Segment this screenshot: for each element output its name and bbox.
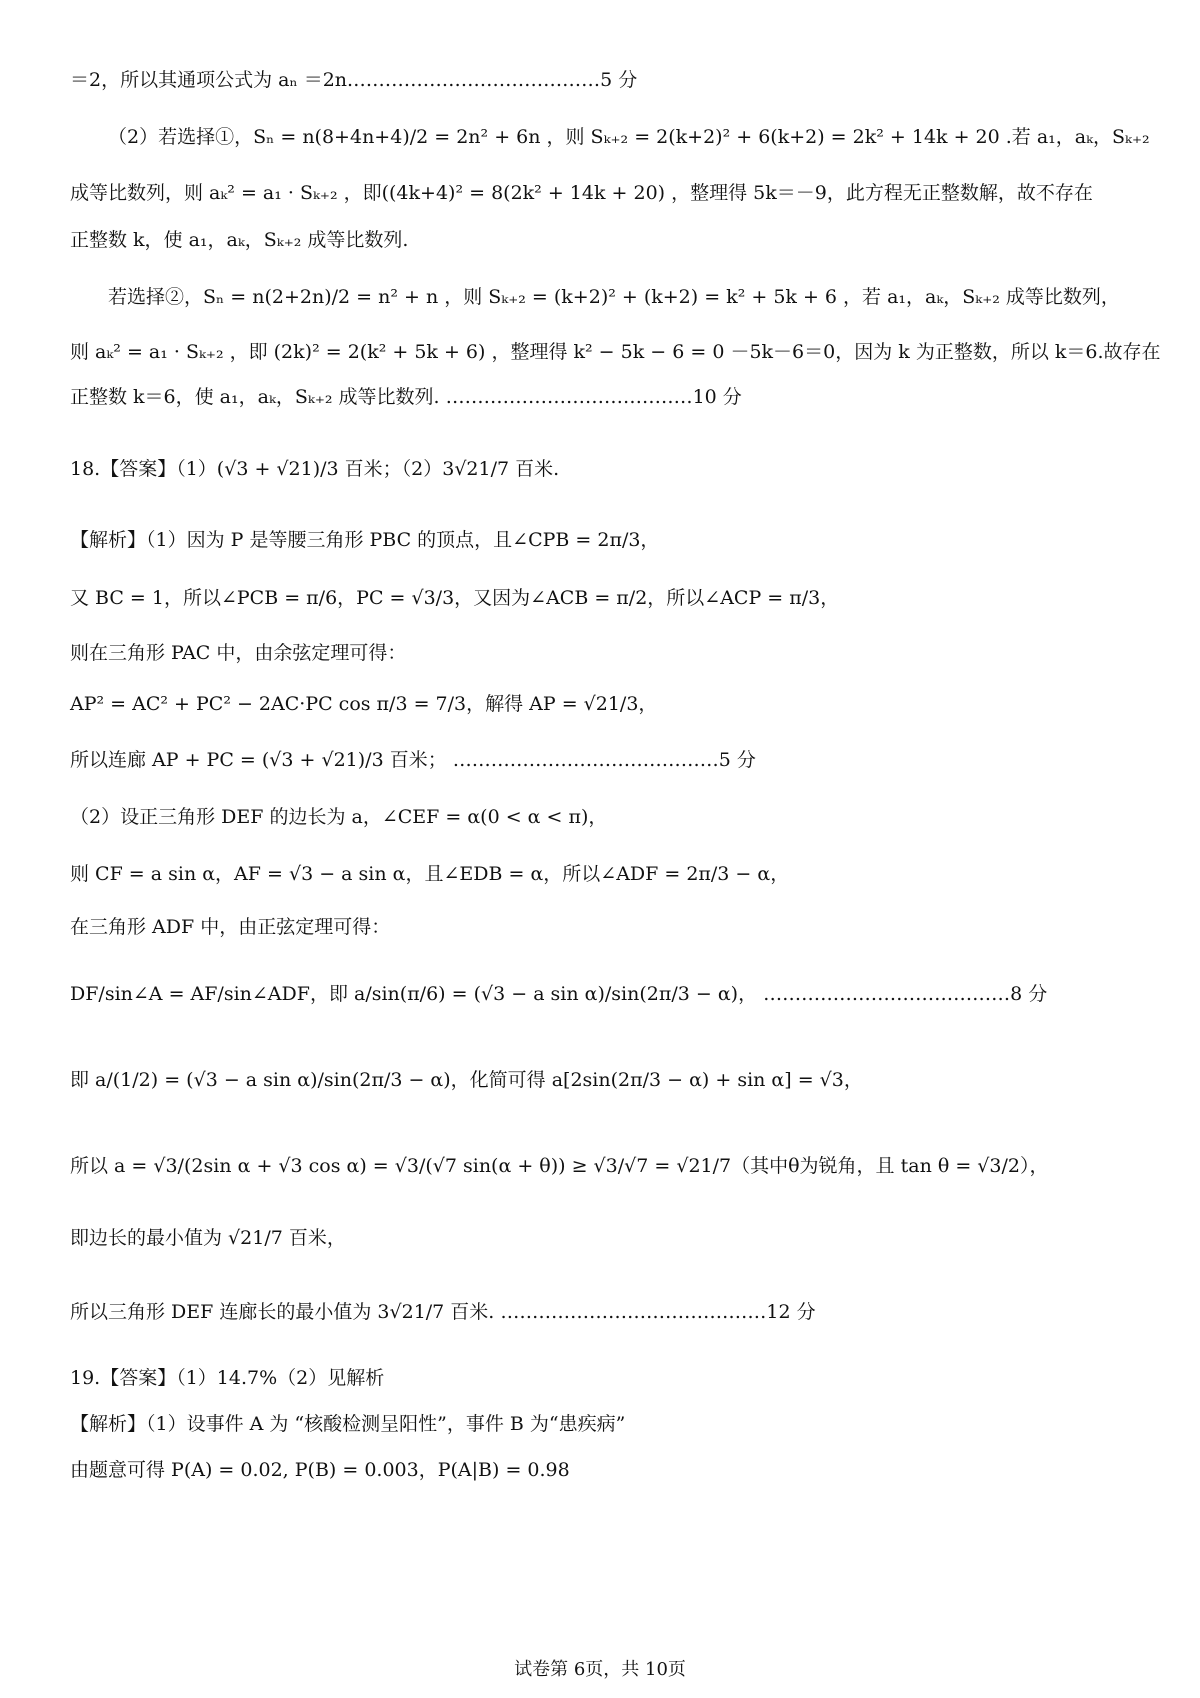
- text-line: （2）若选择①，Sₙ = n(8+4n+4)/2 = 2n² + 6n ，则 Sₖ₊₂ = 2(k+2)² + 6(k+2) = 2k² + 14k + 20 .若 a₁，aₖ，Sₖ₊₂: [108, 126, 1150, 148]
- text-line: 所以连廊 AP + PC = (√3 + √21)/3 百米； ……………………………………5 分: [70, 749, 756, 771]
- text-line: 又 BC = 1，所以∠PCB = π/6，PC = √3/3，又因为∠ACB = π/2，所以∠ACP = π/3，: [70, 587, 840, 609]
- text-line: （2）设正三角形 DEF 的边长为 a，∠CEF = α(0 < α < π)，: [70, 806, 608, 828]
- analysis-18: 【解析】（1）因为 P 是等腰三角形 PBC 的顶点，且∠CPB = 2π/3，: [70, 529, 660, 551]
- answer-19: 19.【答案】（1）14.7%（2）见解析: [70, 1367, 385, 1389]
- text-line: 由题意可得 P(A) = 0.02, P(B) = 0.003，P(A|B) = 0.98: [70, 1459, 570, 1481]
- text-line: 若选择②，Sₙ = n(2+2n)/2 = n² + n ，则 Sₖ₊₂ = (k+2)² + (k+2) = k² + 5k + 6 ，若 a₁，aₖ，Sₖ₊₂ 成等比数列，: [108, 286, 1120, 308]
- formula-line: DF/sin∠A = AF/sin∠ADF，即 a/sin(π/6) = (√3 − a sin α)/sin(2π/3 − α)， …………………………………8 分: [70, 983, 1048, 1005]
- text-line: 则在三角形 PAC 中，由余弦定理可得：: [70, 642, 407, 664]
- answer-18: 18.【答案】（1）(√3 + √21)/3 百米；（2）3√21/7 百米.: [70, 458, 560, 480]
- text-line: 则 CF = a sin α，AF = √3 − a sin α，且∠EDB = α，所以∠ADF = 2π/3 − α，: [70, 863, 790, 885]
- page-footer: 试卷第 6页，共 10页: [514, 1659, 686, 1680]
- text-line: 成等比数列，则 aₖ² = a₁ · Sₖ₊₂ ，即((4k+4)² = 8(2k² + 14k + 20) ，整理得 5k＝－9，此方程无正整数解，故不存在: [70, 182, 1093, 204]
- analysis-19: 【解析】（1）设事件 A 为 “核酸检测呈阳性”，事件 B 为“患疾病”: [70, 1413, 626, 1435]
- text-line: 即边长的最小值为 √21/7 百米，: [70, 1227, 346, 1249]
- text-line: 正整数 k＝6，使 a₁，aₖ，Sₖ₊₂ 成等比数列. …………………………………10 分: [70, 386, 742, 408]
- formula-line: 所以 a = √3/(2sin α + √3 cos α) = √3/(√7 sin(α + θ)) ≥ √3/√7 = √21/7（其中θ为锐角，且 tan θ = √3/2），: [70, 1155, 1049, 1177]
- text-line: 在三角形 ADF 中，由正弦定理可得：: [70, 916, 391, 938]
- formula-line: AP² = AC² + PC² − 2AC·PC cos π/3 = 7/3，解得 AP = √21/3，: [70, 693, 658, 715]
- formula-line: 即 a/(1/2) = (√3 − a sin α)/sin(2π/3 − α)，化简可得 a[2sin(2π/3 − α) + sin α] = √3，: [70, 1069, 863, 1091]
- text-line: 则 aₖ² = a₁ · Sₖ₊₂ ，即 (2k)² = 2(k² + 5k + 6) ，整理得 k² − 5k − 6 = 0 －5k－6＝0，因为 k 为正整数，所以 k＝6.故存在: [70, 341, 1161, 363]
- text-line: 正整数 k，使 a₁，aₖ，Sₖ₊₂ 成等比数列.: [70, 229, 409, 251]
- text-line: ＝2，所以其通项公式为 aₙ ＝2n.…………………………………5 分: [70, 69, 638, 91]
- text-line: 所以三角形 DEF 连廊长的最小值为 3√21/7 百米. ……………………………………12 分: [70, 1301, 816, 1323]
